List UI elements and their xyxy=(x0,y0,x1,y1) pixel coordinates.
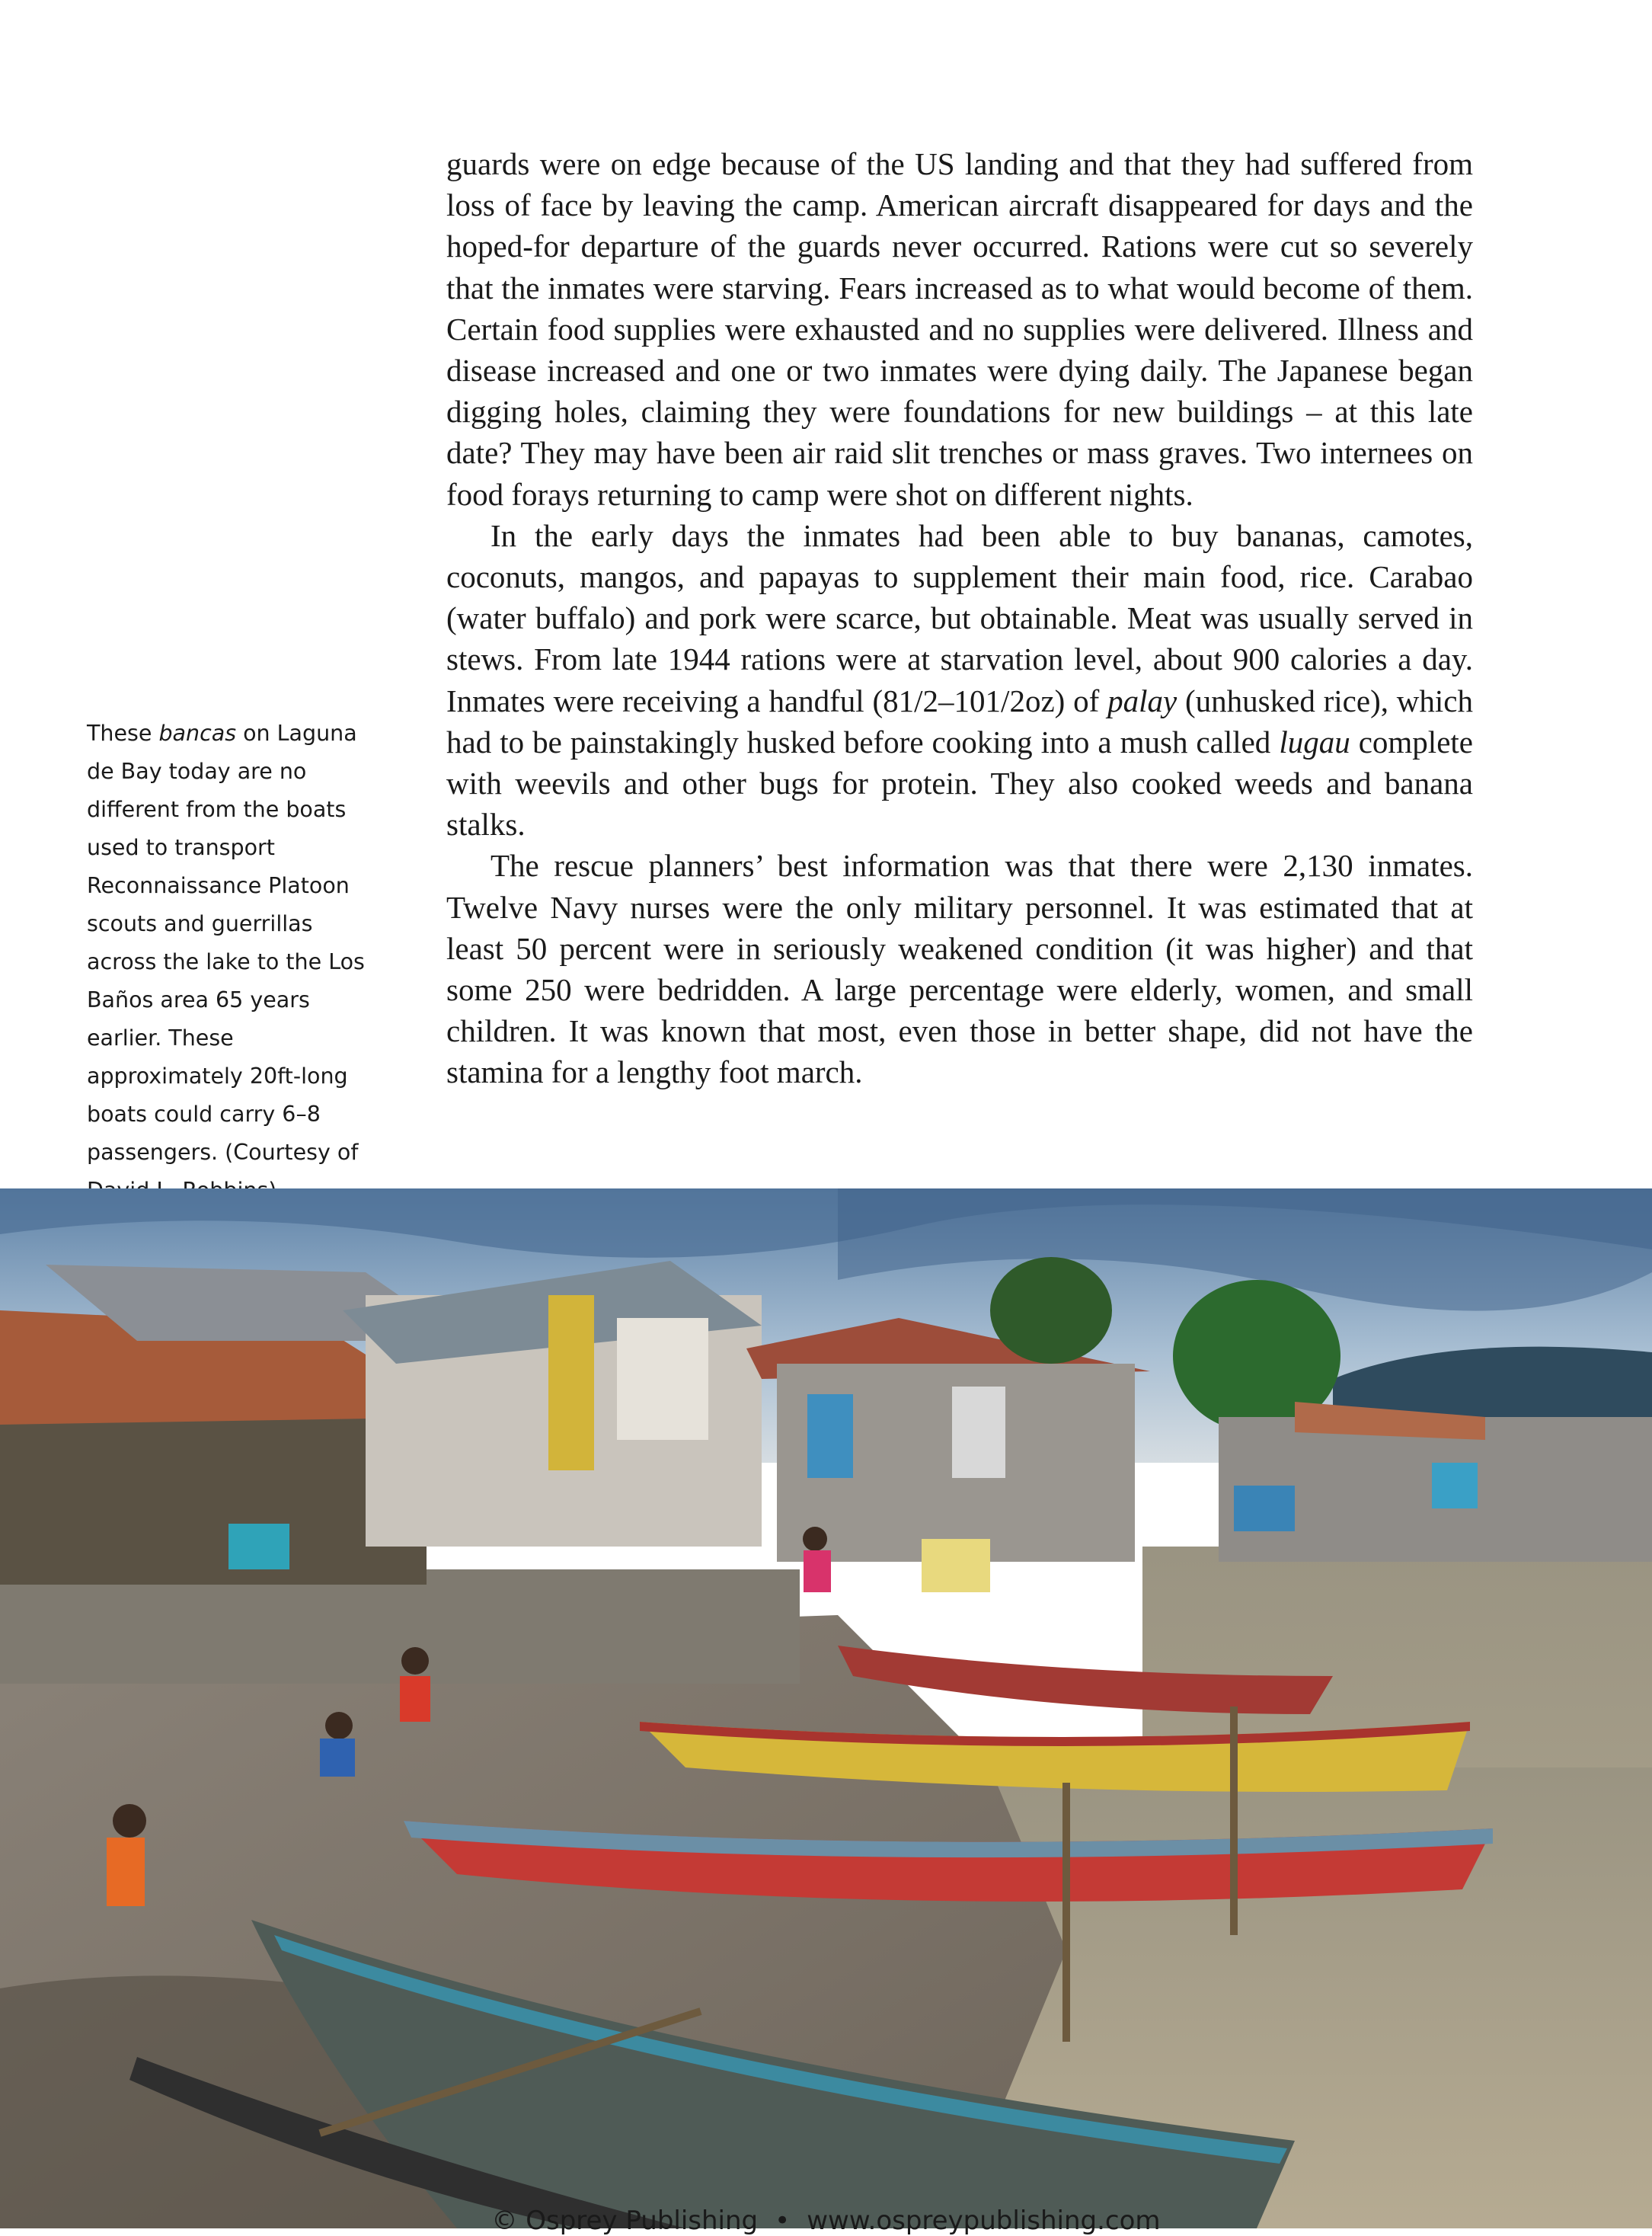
italic-term: palay xyxy=(1107,683,1177,718)
body-paragraph xyxy=(446,845,1473,1092)
footer-separator: • xyxy=(775,2206,791,2236)
photo-caption xyxy=(87,715,384,1210)
harbor-photo xyxy=(0,1188,1652,2228)
palm-tree xyxy=(990,1257,1112,1364)
body-paragraph xyxy=(446,515,1473,846)
paragraph-text: In the early days the inmates had been able to buy bananas, camotes, coconuts, mangos, and papayas to supplement their main food, rice. Carabao (water buffalo) and pork were scarce, but obtainable. Meat was usually served in stews. From late 1944 rations were at starvation level, about 900 calories a day. Inmates were receiving a handful (81/2–101/2oz) of xyxy=(446,517,1473,718)
caption-text-start: These xyxy=(87,721,159,746)
paragraph-text: (unhusked rice), which had to be painstakingly husked before cooking into a mush called xyxy=(446,683,1473,760)
italic-term: lugau xyxy=(1279,724,1350,760)
body-text xyxy=(446,143,1473,1093)
caption-text-rest: on Laguna de Bay today are no different from the boats used to transport Reconnaissance Platoon scouts and guerrillas across the lake to the Los Baños area 65 years earlier. These approximately 20ft-long boats could carry 6–8 passengers. (Courtesy of xyxy=(87,721,365,1165)
footer-url[interactable]: www.ospreypublishing.com xyxy=(807,2206,1161,2236)
footer-copyright: © Osprey Publishing xyxy=(491,2206,759,2236)
paragraph-text: guards were on edge because of the US landing and that they had suffered from loss of face by leaving the camp. American aircraft disappeared for days and the hoped-for departure of the guards never occurred. Rations were cut so severely that the inmates were starving. Fears increased as to what would become of them. Certain food supplies were exhausted and no supplies were delivered. Illness and disease increased and one or two inmates were dying daily. The Japanese began digging holes, claiming they were foundations for new buildings – at this late date? They may have been air raid slit trenches or mass graves. Two internees on food forays returning to camp were shot on different nights. xyxy=(446,146,1473,512)
paragraph-text: The rescue planners’ best information was that there were 2,130 inmates. Twelve Navy nurses were the only military personnel. It was estimated that at least 50 percent were in seriously weakened condition (it was higher) and that some 250 were bedridden. A large percentage were elderly, women, and small children. It was known that most, even those in better shape, did not have the stamina for a lengthy foot march. xyxy=(446,848,1473,1090)
stone-wall xyxy=(0,1569,800,1684)
paragraph-text: complete with weevils and other bugs for protein. They also cooked weeds and banana stalks. xyxy=(446,724,1473,843)
body-paragraph xyxy=(446,143,1473,515)
caption-italic-term: bancas xyxy=(158,721,237,746)
child-figure xyxy=(113,1804,146,1838)
page-footer xyxy=(0,2206,1652,2236)
